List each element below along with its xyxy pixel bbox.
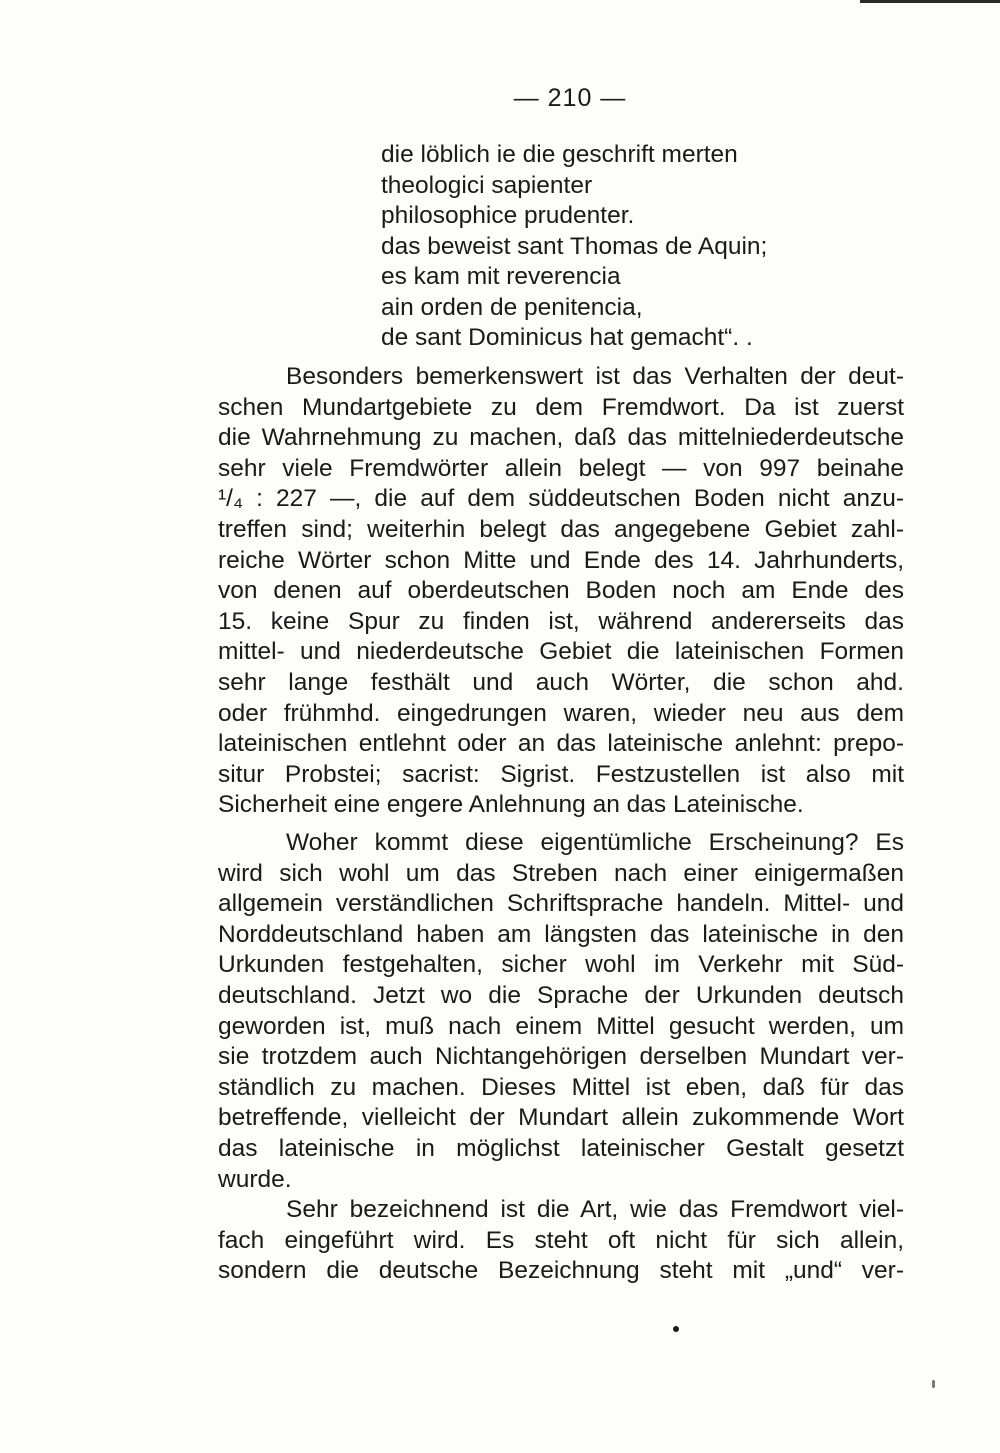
text-line: Sicherheit eine engere Anlehnung an das Lateinische. xyxy=(218,791,804,819)
text-line: sehr lange festhält und auch Wörter, die schon ahd. xyxy=(218,668,904,696)
paragraph xyxy=(218,828,904,1195)
verse-line: das beweist sant Thomas de Aquin; xyxy=(381,232,768,260)
verse-quotation xyxy=(381,140,861,354)
text-line: sie trotzdem auch Nichtangehörigen derselben Mundart ver- xyxy=(218,1043,904,1071)
text-line: die Wahrnehmung zu machen, daß das mittelniederdeutsche xyxy=(218,424,904,452)
text-line: das lateinische in möglichst lateinischer Gestalt gesetzt xyxy=(218,1134,904,1162)
text-line: sondern die deutsche Bezeichnung steht mit „und“ ver- xyxy=(218,1257,904,1285)
paragraph-erscheinung xyxy=(218,828,904,1195)
text-line: wurde. xyxy=(218,1165,292,1193)
paragraph xyxy=(218,362,904,821)
text-line: mittel- und niederdeutsche Gebiet die lateinischen Formen xyxy=(218,638,904,666)
text-line: ¹/₄ : 227 —, die auf dem süddeutschen Boden nicht anzu- xyxy=(218,485,904,513)
paragraph xyxy=(218,1195,904,1287)
text-line: Urkunden festgehalten, sicher wohl im Verkehr mit Süd- xyxy=(218,951,904,979)
text-line: deutschland. Jetzt wo die Sprache der Urkunden deutsch xyxy=(218,981,904,1009)
text-line: Sehr bezeichnend ist die Art, wie das Fremdwort viel- xyxy=(286,1196,904,1223)
text-line: von denen auf oberdeutschen Boden noch am Ende des xyxy=(218,577,904,605)
paragraph-bezeichnung xyxy=(218,1195,904,1287)
text-line: 15. keine Spur zu finden ist, während andererseits das xyxy=(218,607,904,635)
page-number: — 210 — xyxy=(513,84,627,112)
text-line: allgemein verständlichen Schriftsprache handeln. Mittel- und xyxy=(218,890,904,918)
verse-line: philosophice prudenter. xyxy=(381,202,635,229)
signature-dot xyxy=(673,1326,679,1332)
text-line: Norddeutschland haben am längsten das lateinische in den xyxy=(218,920,904,948)
text-line: schen Mundartgebiete zu dem Fremdwort. Da ist zuerst xyxy=(218,393,904,421)
scan-speck xyxy=(932,1380,935,1388)
verse-line: de sant Dominicus hat gemacht“. . xyxy=(381,324,753,351)
text-line: fach eingeführt wird. Es steht oft nicht für sich allein, xyxy=(218,1226,904,1254)
verse-line: ain orden de penitencia, xyxy=(381,293,643,321)
verse-line: die löblich ie die geschrift merten xyxy=(381,141,738,168)
text-line: situr Probstei; sacrist: Sigrist. Festzustellen ist also mit xyxy=(218,760,904,788)
text-line: geworden ist, muß nach einem Mittel gesucht werden, um xyxy=(218,1012,904,1040)
text-line: treffen sind; weiterhin belegt das angegebene Gebiet zahl- xyxy=(218,515,904,543)
text-line: betreffende, vielleicht der Mundart allein zukommende Wort xyxy=(218,1104,904,1132)
text-line: Woher kommt diese eigentümliche Erscheinung? Es xyxy=(286,829,904,856)
text-line: lateinischen entlehnt oder an das lateinische anlehnt: prepo- xyxy=(218,730,904,758)
text-line: wird sich wohl um das Streben nach einer einigermaßen xyxy=(218,859,904,887)
verse-line: theologici sapienter xyxy=(381,171,593,199)
text-line: oder frühmhd. eingedrungen waren, wieder neu aus dem xyxy=(218,699,904,727)
text-line: reiche Wörter schon Mitte und Ende des 14. Jahrhunderts, xyxy=(218,546,904,574)
text-line: sehr viele Fremdwörter allein belegt — von 997 beinahe xyxy=(218,454,904,482)
text-line: ständlich zu machen. Dieses Mittel ist eben, daß für das xyxy=(218,1073,904,1101)
verse-line: es kam mit reverencia xyxy=(381,263,621,290)
scan-edge-rule xyxy=(860,0,1000,3)
paragraph-fremdwort-mundart xyxy=(218,362,904,821)
text-line: Besonders bemerkenswert ist das Verhalten der deut- xyxy=(286,363,904,390)
